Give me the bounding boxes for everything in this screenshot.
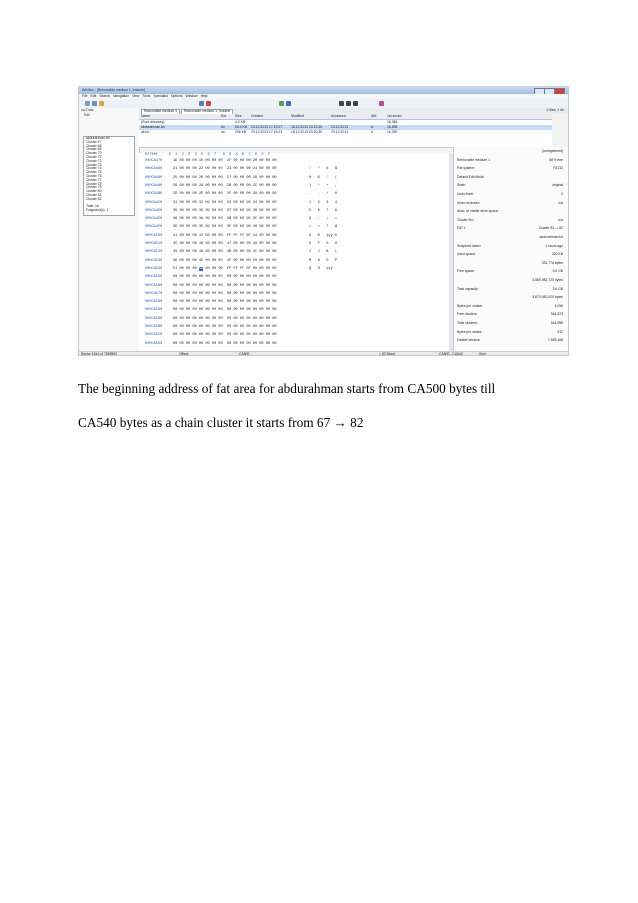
hex-offset: 000CA500	[145, 233, 163, 238]
save-icon[interactable]	[92, 101, 97, 106]
cell-size: 64.0 KB	[235, 125, 248, 129]
info-value: 1 hours ago	[545, 243, 563, 248]
hex-row	[139, 185, 449, 190]
menu-item[interactable]: Navigation	[113, 94, 130, 98]
hex-row	[139, 193, 449, 198]
file-count: 2 files, 1 dir	[546, 108, 564, 112]
menu-item[interactable]: View	[132, 94, 140, 98]
hex-bytes: 00 00 00 00 00 00 00 00 00 00 00 00 00 00 00 00	[173, 341, 277, 346]
info-value: FAT32	[553, 166, 563, 171]
hex-bytes: 00 00 00 00 00 00 00 00 00 00 00 00 00 00 00 00	[173, 283, 277, 288]
hex-bytes: 39 00 00 00 3A 00 00 00 3B 00 00 00 3C 00 00 00	[173, 217, 277, 222]
hex-offset: 000CA4B0	[145, 192, 163, 197]
info-value: abdurahman.txt	[539, 235, 563, 239]
hex-ascii: 5 6 7 8	[309, 208, 338, 213]
hex-row	[139, 168, 449, 173]
info-value: [unregistered]	[542, 149, 563, 153]
hex-bytes: 00 00 00 00 00 00 00 00 00 00 00 00 00 00 00 00	[173, 316, 277, 321]
hex-ascii: % & ' (	[309, 175, 338, 180]
info-row	[457, 202, 567, 206]
hex-bytes: 00 00 00 00 00 00 00 00 00 00 00 00 00 00 00 00	[173, 325, 277, 329]
hex-offset: 000CA4C0	[145, 200, 163, 205]
cell-created: 23.12.2013 17:19:23	[251, 130, 283, 134]
menu-item[interactable]: Window	[185, 94, 198, 98]
info-key: Default Edit Mode	[457, 174, 484, 179]
info-row	[457, 331, 567, 335]
info-key: FAT 1	[457, 226, 466, 231]
hex-bytes: 00 00 00 00 00 00 00 00 00 00 00 00 00 00 00 00	[173, 291, 277, 296]
table-row[interactable]	[139, 130, 552, 135]
hex-ascii: = > ? @	[309, 225, 338, 230]
hex-bytes: 00 00 00 00 00 00 00 00 00 00 00 00 00 00 00 00	[173, 300, 277, 305]
cell-attr: A	[371, 130, 374, 134]
col-size[interactable]: Size	[235, 114, 242, 118]
caption-line-1: The beginning address of fat area for abdurahman starts from CA500 bytes till	[78, 381, 496, 396]
cell-size: 256 KB	[235, 130, 247, 134]
list-item[interactable]: Cluster 75	[86, 170, 102, 175]
cell-attr: A	[371, 125, 374, 129]
info-key: Alloc. of visible drive space:	[457, 209, 499, 214]
hex-offset: 000CA560	[145, 283, 163, 288]
table-row[interactable]	[139, 120, 552, 125]
hex-row	[139, 285, 449, 290]
hex-offset: 000CA4F0	[145, 225, 163, 230]
info-value: n/a	[558, 200, 563, 205]
info-key: Bytes per sector:	[457, 329, 483, 334]
hex-bytes: 29 00 00 00 2A 00 00 00 2B 00 00 00 2C 00 00 00	[173, 183, 277, 188]
info-key: Bytes per cluster:	[457, 303, 484, 308]
info-key: State:	[457, 183, 466, 188]
list-item[interactable]: Cluster 76	[86, 173, 102, 178]
info-key: Used space:	[457, 252, 476, 257]
cursor-byte: 52	[198, 266, 204, 271]
cell-name: (Root directory)	[141, 120, 165, 124]
search-icon[interactable]	[286, 101, 291, 106]
status-offset-value: CA500	[239, 351, 250, 356]
status-selection: = 82 Block:	[379, 351, 396, 356]
col-attr[interactable]: Attr.	[371, 114, 378, 118]
col-modified[interactable]: Modified	[291, 114, 304, 118]
info-value: 944,823	[550, 312, 563, 317]
info-value: 0	[561, 192, 563, 196]
info-row	[457, 236, 567, 240]
list-item[interactable]: Cluster 81	[86, 192, 102, 197]
hex-bytes: 2D 00 00 00 2E 00 00 00 2F 00 00 00 30 00 00 00	[173, 192, 277, 197]
cell-sector: 16,896	[387, 125, 398, 129]
hex-row	[139, 276, 449, 281]
list-item[interactable]: Cluster 82	[86, 196, 102, 201]
info-value: 320 KB	[551, 252, 563, 257]
hex-ascii: 1 2 3 4	[309, 200, 338, 205]
cell-modified: 18.12.2013 23:20:30	[291, 130, 323, 134]
info-row	[457, 296, 567, 300]
hex-offset: 000CA530	[145, 258, 163, 263]
cell-sector: 16,384	[387, 120, 398, 124]
menu-item[interactable]: Edit	[90, 94, 97, 98]
col-accessed[interactable]: Accessed	[331, 114, 346, 118]
menu-item[interactable]: Options	[170, 94, 183, 98]
hex-row	[139, 260, 449, 265]
forward-icon[interactable]	[346, 101, 351, 106]
hex-row	[139, 268, 449, 273]
hex-offset: 000CA4D0	[145, 208, 163, 213]
info-row	[457, 150, 567, 154]
info-value: 3.6 GB	[552, 286, 563, 291]
winhex-screenshot	[78, 86, 569, 356]
info-key: File system:	[457, 166, 476, 171]
info-row	[457, 210, 567, 214]
info-row	[457, 313, 567, 317]
info-key: Undo reverses:	[457, 200, 480, 205]
cluster-fragments: Fragment(s): 1	[86, 208, 109, 213]
cell-ext: txt	[221, 130, 225, 134]
hex-bytes: 51 00 00 00 52 00 00 00 FF FF FF 0F 00 00 00 00	[173, 266, 277, 271]
info-row	[457, 279, 567, 283]
hex-row	[139, 343, 449, 348]
info-value: 7,559,168	[547, 338, 563, 343]
list-item[interactable]: Cluster 72	[86, 158, 102, 163]
back-icon[interactable]	[339, 101, 344, 106]
hex-offset: 000CA470	[145, 159, 163, 163]
cell-sector: 16,392	[387, 130, 398, 134]
hex-offset: 000CA480	[145, 167, 163, 172]
col-ext[interactable]: Ext.	[221, 114, 227, 118]
hex-ascii: 9 : ; <	[309, 217, 338, 222]
list-item[interactable]: Cluster 80	[86, 189, 102, 194]
info-row	[457, 339, 567, 343]
info-key: Total clusters:	[457, 321, 478, 325]
hex-row	[139, 210, 449, 215]
disk-icon[interactable]	[379, 101, 384, 106]
hex-offset: 000CA590	[145, 308, 163, 313]
hex-offset: 000CA490	[145, 175, 163, 180]
left-panel	[79, 108, 140, 351]
hex-row	[139, 202, 449, 207]
hex-ascii: - . / 0	[309, 192, 338, 197]
menu-item[interactable]: Specialist	[153, 94, 168, 98]
hex-bytes: 31 00 00 00 32 00 00 00 33 00 00 00 34 00 00 00	[173, 200, 277, 205]
list-item[interactable]: Cluster 74	[86, 166, 102, 171]
hex-bytes: 00 00 00 00 00 00 00 00 00 00 00 00 00 00 00 00	[173, 275, 277, 280]
go-icon[interactable]	[279, 101, 284, 106]
info-key: Free space:	[457, 269, 475, 274]
info-row	[457, 253, 567, 257]
hex-ascii: A B ÿÿÿ D	[309, 233, 338, 238]
hex-row	[139, 251, 449, 256]
info-row	[457, 322, 567, 326]
cluster-list[interactable]	[83, 136, 135, 216]
list-item[interactable]: Cluster 70	[86, 151, 102, 156]
hex-offset: 000CA520	[145, 250, 163, 255]
status-bar	[79, 351, 568, 356]
hex-offset: 000CA510	[145, 242, 163, 246]
hex-row	[139, 309, 449, 314]
window-title: WinHex - [Removable medium 1, Volume]	[82, 87, 145, 92]
print-icon[interactable]	[99, 101, 104, 106]
open-icon[interactable]	[85, 101, 90, 106]
list-item[interactable]: Cluster 68	[86, 143, 102, 148]
info-key: Free clusters:	[457, 312, 478, 317]
info-value: 4,096	[554, 303, 563, 308]
info-row	[457, 305, 567, 309]
hex-bytes: 45 00 00 00 46 00 00 00 47 00 00 00 48 00 00 00	[173, 242, 277, 246]
info-value: 3,869,982,720 bytes	[532, 278, 563, 282]
paste-icon[interactable]	[206, 101, 211, 106]
menu-item[interactable]: File	[82, 94, 88, 98]
list-item[interactable]: Cluster 77	[86, 177, 102, 182]
hex-row	[139, 160, 449, 165]
info-row	[457, 245, 567, 249]
hex-offset: 000CA5B0	[145, 325, 163, 329]
hex-bytes: 00 00 00 00 00 00 00 00 00 00 00 00 00 00 00 00	[173, 308, 277, 313]
status-range: CA500 - CA540	[439, 351, 463, 356]
info-value: 944,896	[550, 321, 563, 325]
hex-ascii: Q R ÿÿÿ	[309, 266, 333, 271]
hex-row	[139, 235, 449, 240]
menu-item[interactable]: Search	[99, 94, 111, 98]
info-panel	[453, 147, 569, 351]
status-sector: Sector 1614 of 7559592	[81, 351, 118, 356]
hex-offset: 000CA4A0	[145, 183, 163, 188]
info-value: 3.6 GB	[552, 269, 563, 274]
hex-offset: 000CA540	[145, 266, 163, 271]
info-key: Removable medium 1	[457, 157, 490, 162]
info-key: Usable sectors:	[457, 338, 481, 343]
hex-bytes: 49 00 00 00 4A 00 00 00 4B 00 00 00 4C 00 00 00	[173, 250, 277, 255]
info-row	[457, 288, 567, 292]
hex-offset: 000CA580	[145, 300, 163, 305]
info-row	[457, 167, 567, 171]
cluster-total: Total: 16	[86, 204, 99, 209]
tab-removable-medium[interactable]: Removable medium 1	[141, 109, 180, 115]
list-item[interactable]: Cluster 67	[86, 139, 102, 144]
hex-bytes: 35 00 00 00 36 00 00 00 37 00 00 00 38 00 00 00	[173, 208, 277, 213]
hex-header: Offset 0 1 2 3 4 5 6 7 8 9 A B C D E F	[145, 153, 271, 157]
hex-offset: 000CA550	[145, 275, 163, 280]
hex-ascii	[309, 160, 326, 164]
cell-accessed: 23.12.2013	[331, 130, 348, 134]
hex-offset: 000CA5D0	[145, 341, 163, 346]
hex-ascii: ) * + ,	[309, 183, 338, 188]
hex-ascii: E F G H	[309, 242, 338, 246]
col-created[interactable]: Created	[251, 114, 264, 118]
list-item[interactable]: Cluster 79	[86, 185, 102, 190]
info-value: n/a	[558, 217, 563, 222]
hex-row	[139, 243, 449, 248]
hex-offset: 000CA5A0	[145, 316, 163, 321]
cell-created: 23.12.2013 17:19:27	[251, 125, 283, 129]
list-item[interactable]: Cluster 69	[86, 147, 102, 152]
hex-row	[139, 318, 449, 323]
hex-bytes: 41 00 00 00 42 00 00 00 FF FF FF 0F 44 00 00 00	[173, 233, 277, 238]
file-list	[139, 114, 552, 148]
col-first-sector[interactable]: 1st sector	[387, 114, 402, 118]
hex-view[interactable]	[139, 153, 449, 351]
cell-size: 4.0 KB	[235, 120, 246, 124]
cell-accessed: 23.12.2013	[331, 125, 348, 129]
copy-icon[interactable]	[199, 101, 204, 106]
hex-row	[139, 177, 449, 182]
hex-ascii: M N O P	[309, 258, 338, 263]
info-key: Undo level:	[457, 192, 474, 196]
hex-bytes: 1D 00 00 00 1E 00 00 00 1F 00 00 00 20 00 00 00	[173, 159, 277, 163]
status-offset-label: Offset:	[179, 351, 189, 356]
hex-row	[139, 334, 449, 339]
hex-row	[139, 218, 449, 223]
menu-item[interactable]: Tools	[142, 94, 151, 98]
next-icon[interactable]	[353, 101, 358, 106]
hex-row	[139, 301, 449, 306]
hex-row	[139, 293, 449, 298]
info-row	[457, 159, 567, 163]
info-value: 3,870,982,620 bytes	[532, 295, 563, 300]
cell-name: abdurahman.txt	[141, 125, 165, 129]
info-value: 66% free	[549, 157, 563, 162]
hex-offset: 000CA4E0	[145, 217, 163, 222]
info-row	[457, 227, 567, 231]
edit-label[interactable]: Edit	[84, 113, 90, 117]
col-name[interactable]: Name	[141, 114, 151, 118]
info-key: Total capacity:	[457, 286, 479, 291]
table-row[interactable]	[139, 125, 552, 130]
cell-ext: txt	[221, 125, 225, 129]
info-key: Snapshot taken	[457, 243, 481, 248]
info-row	[457, 193, 567, 197]
hex-bytes: 25 00 00 00 26 00 00 00 27 00 00 00 28 00 00 00	[173, 175, 277, 180]
hex-ascii: ! " # $	[309, 167, 338, 172]
left-panel-header: ow Data	[81, 108, 94, 112]
hex-row	[139, 326, 449, 331]
list-item[interactable]: Cluster 78	[86, 181, 102, 186]
hex-bytes: 00 00 00 00 00 00 00 00 00 00 00 00 00 00 00 00	[173, 333, 277, 338]
info-value: original	[552, 183, 563, 188]
hex-bytes: 4D 00 00 00 4E 00 00 00 4F 00 00 00 50 00 00 00	[173, 258, 277, 263]
menu-item[interactable]: Help	[200, 94, 208, 98]
list-item[interactable]: Cluster 71	[86, 154, 102, 159]
info-value: 331,776 bytes	[541, 260, 563, 265]
hex-bytes: 3D 00 00 00 3E 00 00 00 3F 00 00 00 40 00 00 00	[173, 225, 277, 230]
cluster-file: abdurahman.txt	[86, 136, 110, 140]
info-row	[457, 262, 567, 266]
hex-ascii: I J K L	[309, 250, 338, 255]
tab-removable-volume[interactable]: Removable medium 1, Volume	[181, 109, 233, 115]
list-item[interactable]: Cluster 73	[86, 162, 102, 167]
info-value: 512	[557, 329, 563, 334]
info-row	[457, 270, 567, 274]
hex-offset: 000CA570	[145, 291, 163, 296]
hex-offset: 000CA5C0	[145, 333, 163, 338]
hex-bytes: 21 00 00 00 22 00 00 00 23 00 00 00 24 00 00 00	[173, 167, 277, 172]
info-row	[457, 176, 567, 180]
info-row	[457, 184, 567, 188]
info-row	[457, 219, 567, 223]
info-value: Cluster 81 -> 82	[538, 226, 563, 231]
info-key: Cluster No.:	[457, 217, 475, 222]
status-size: Size:	[479, 351, 487, 356]
cell-name: ali.txt	[141, 130, 149, 134]
caption-line-2: CA540 bytes as a chain cluster it starts from 67 → 82	[78, 415, 364, 430]
title-bar	[79, 87, 568, 94]
hex-row	[139, 226, 449, 231]
cell-modified: 18.12.2013 23:13:45	[291, 125, 323, 129]
